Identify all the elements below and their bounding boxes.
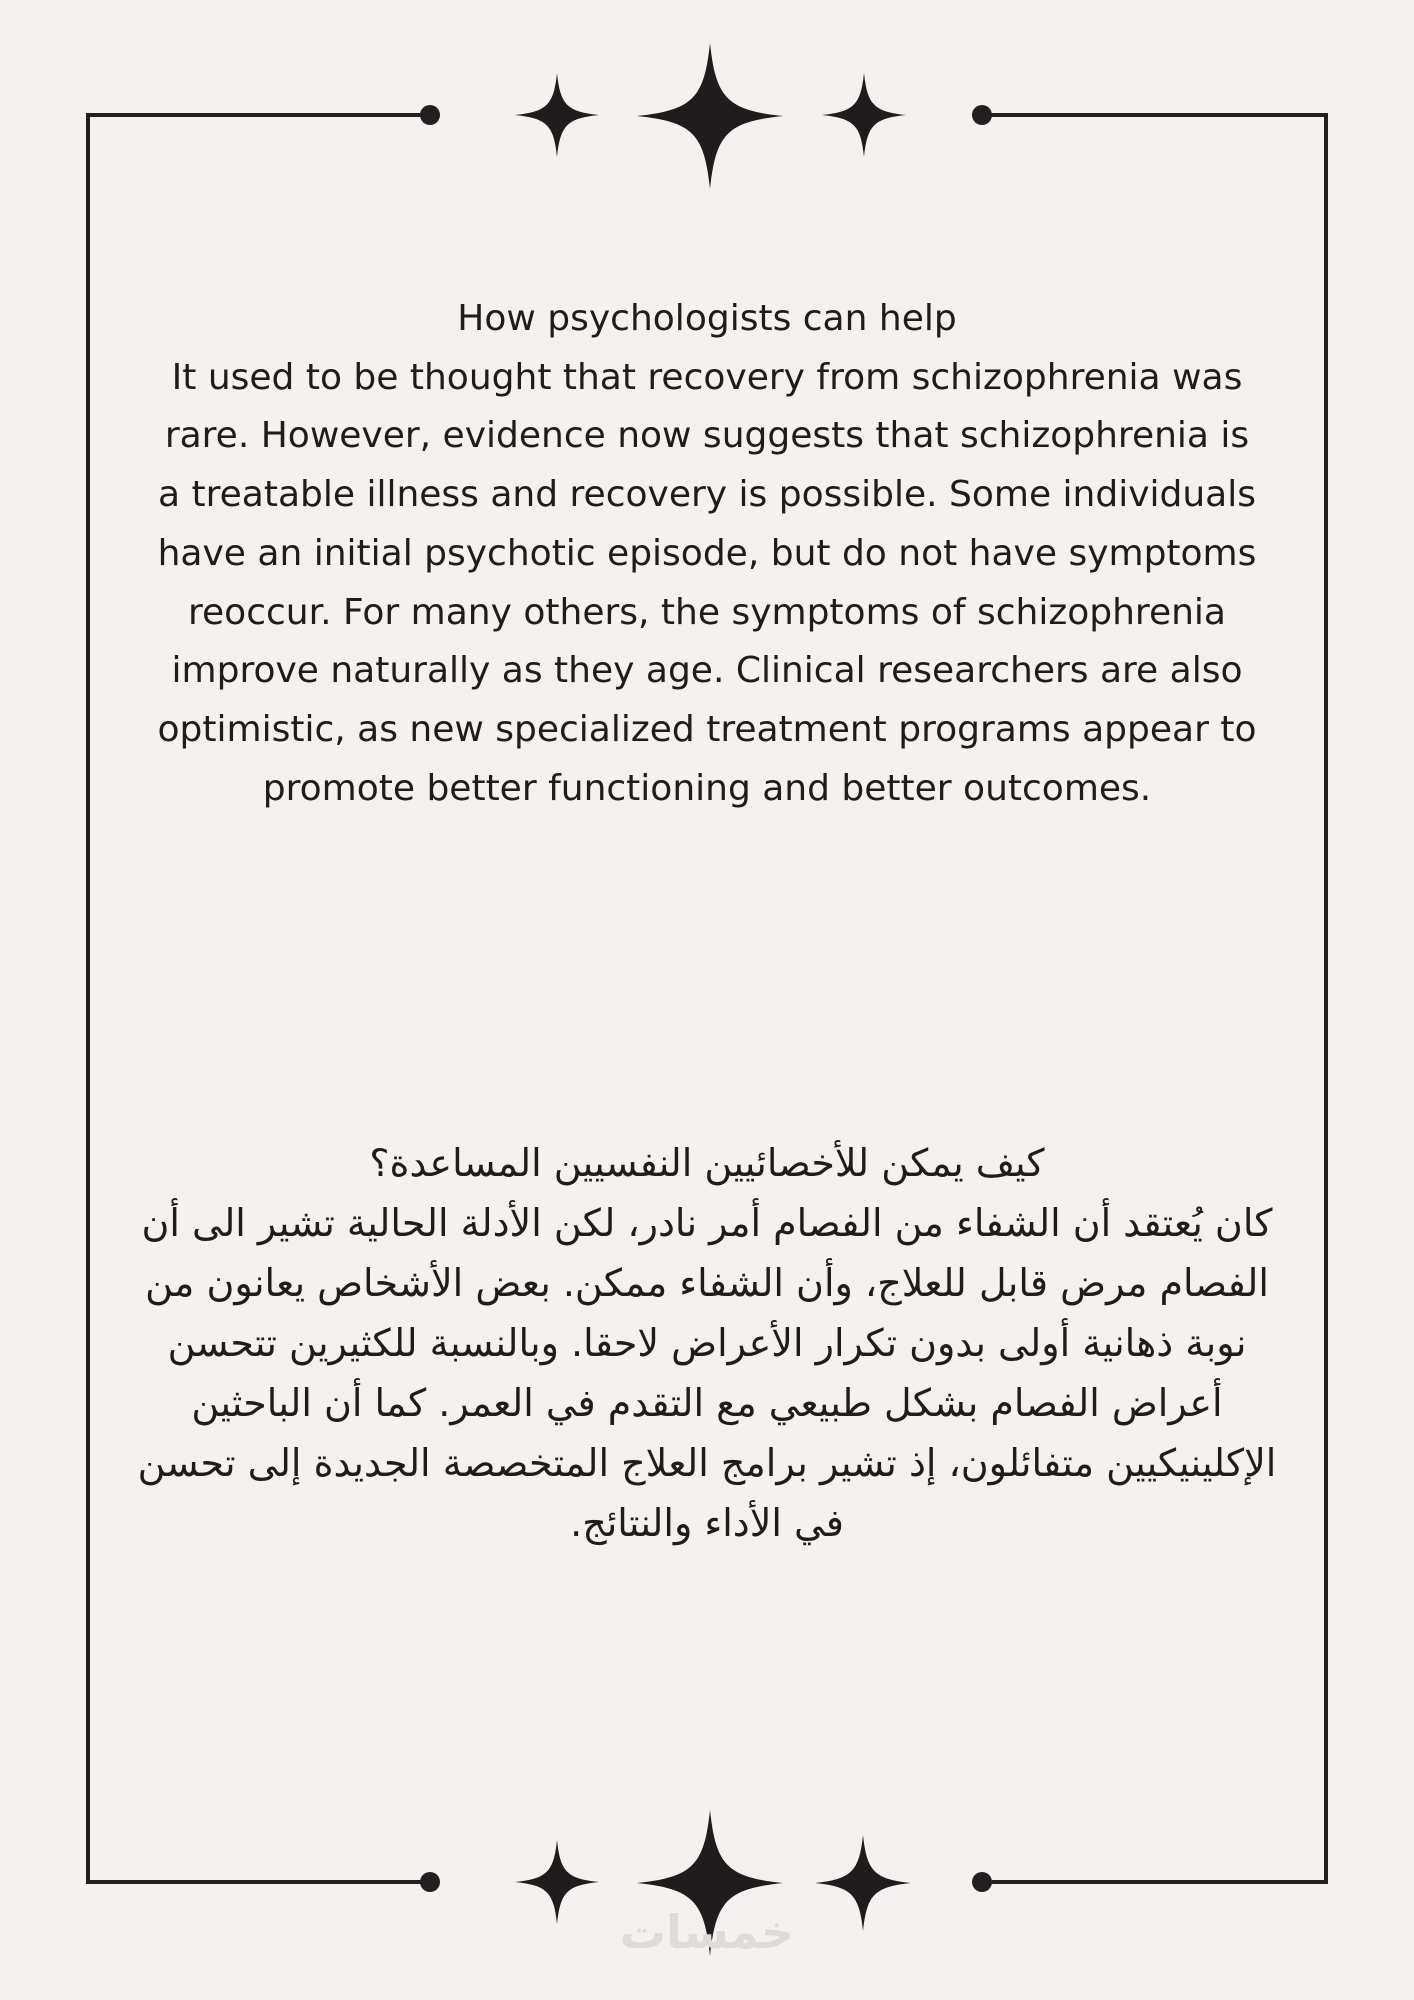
frame-dot-top-right — [972, 105, 992, 125]
english-body: It used to be thought that recovery from schizophrenia was rare. However, evidence now suggests that schizophrenia is a treatable illness and recovery is possible. Some individuals have an initial psychotic episode, but do not have symptoms reoccur. For many others, the symptoms of schizophrenia improve naturally as they age. Clinical researchers are also optimistic, as new specialized treatment programs appear to promote better functioning and better outcomes. — [157, 356, 1257, 809]
frame-dot-top-left — [420, 105, 440, 125]
frame-top-left — [86, 113, 430, 117]
watermark-logo: خمسات — [619, 1905, 795, 1959]
arabic-body: كان يُعتقد أن الشفاء من الفصام أمر نادر، لكن الأدلة الحالية تشير الى أن الفصام مرض قابل للعلاج، وأن الشفاء ممكن. بعض الأشخاص يعانون من نوبة ذهانية أولى بدون تكرار الأعراض لاحقا. وبالنسبة للكثيرين تتحسن أعراض الفصام بشكل طبيعي مع التقدم في العمر. كما أن الباحثين الإكلينيكيين متفائلون، إذ تشير برامج العلاج المتخصصة الجديدة إلى تحسن في الأداء والنتائج. — [137, 1201, 1277, 1545]
sparkle-star-icon — [822, 73, 906, 157]
frame-left — [86, 113, 90, 1884]
arabic-section — [110, 1133, 1304, 1553]
sparkle-star-icon — [515, 73, 599, 157]
frame-top-right — [982, 113, 1328, 117]
frame-dot-bottom-left — [420, 1872, 440, 1892]
frame-bottom-left — [86, 1880, 430, 1884]
frame-right — [1324, 113, 1328, 1884]
english-heading: How psychologists can help — [457, 298, 957, 339]
frame-dot-bottom-right — [972, 1872, 992, 1892]
sparkle-star-large-icon — [637, 43, 783, 189]
frame-bottom-right — [982, 1880, 1328, 1884]
english-section — [150, 290, 1264, 818]
arabic-heading: كيف يمكن للأخصائيين النفسيين المساعدة؟ — [369, 1141, 1045, 1185]
